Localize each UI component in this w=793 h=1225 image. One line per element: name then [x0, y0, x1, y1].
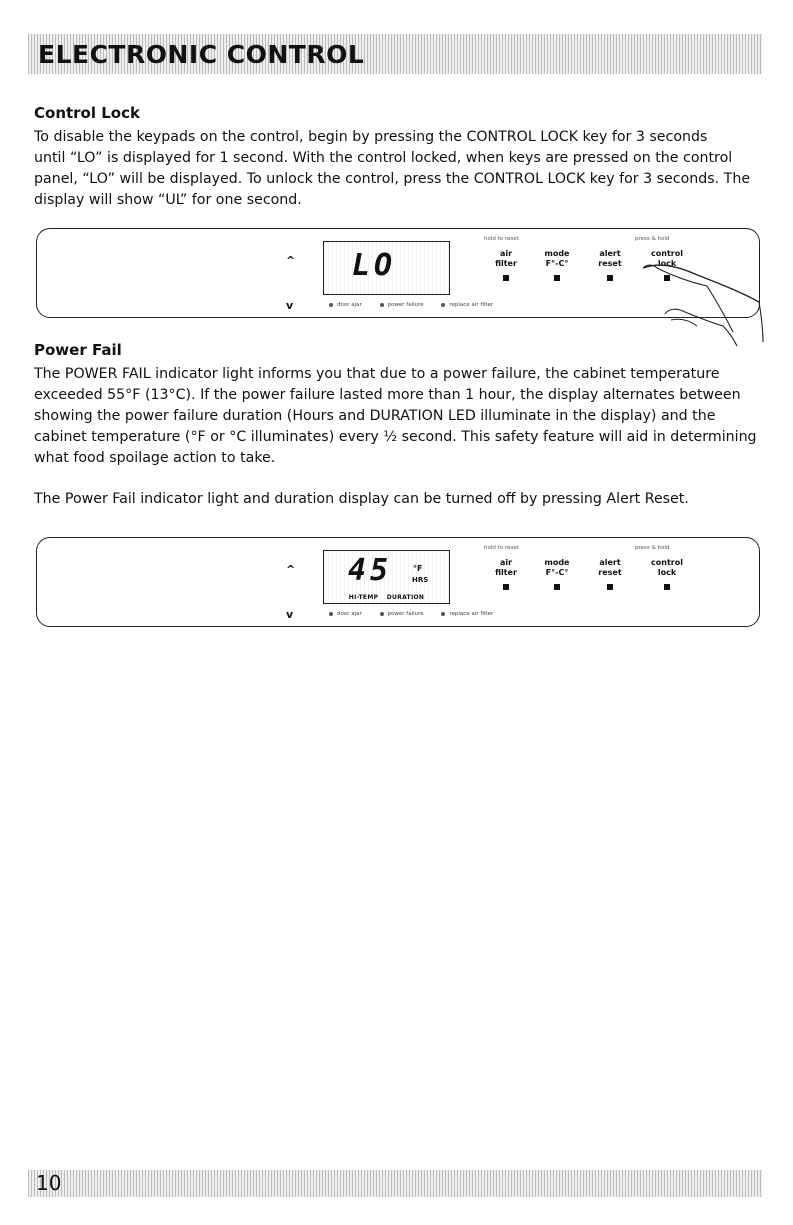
indicator-label: replace air filter: [449, 611, 494, 617]
text-line: panel, “LO” will be displayed. To unlock the control, press the CONTROL LOCK key for 3 seconds. The: [34, 171, 751, 187]
key-label: reset: [598, 259, 622, 268]
power-fail-paragraph-2: The Power Fail indicator light and duration display can be turned off by pressing Alert Reset.: [34, 491, 689, 507]
footer-bar: [28, 1170, 762, 1197]
text-line: display will show “UL” for one second.: [34, 192, 302, 208]
text-line: exceeded 55°F (13°C). If the power failure lasted more than 1 hour, the display alternates between: [34, 387, 741, 403]
up-arrow-icon[interactable]: ^: [286, 254, 296, 267]
key-button-square[interactable]: [503, 275, 509, 281]
page-number: 10: [36, 1171, 62, 1195]
indicator-lights: [329, 611, 509, 617]
indicator-dot-icon: [441, 303, 445, 307]
key-label: air: [499, 249, 513, 258]
replace-air-filter-indicator: [441, 302, 493, 308]
key-label: reset: [598, 568, 622, 577]
indicator-dot-icon: [329, 612, 333, 616]
hours-unit: HRS: [412, 576, 429, 584]
key-label: control: [651, 558, 683, 567]
door-ajar-indicator: [329, 302, 362, 308]
key-label: lock: [657, 568, 677, 577]
page-title: ELECTRONIC CONTROL: [38, 40, 365, 69]
text-line: To disable the keypads on the control, begin by pressing the CONTROL LOCK key for 3 seconds: [34, 129, 708, 145]
key-label: lock: [657, 259, 677, 268]
fahrenheit-unit: °F: [413, 564, 423, 573]
down-arrow-icon[interactable]: v: [286, 299, 294, 312]
press-and-hold-hint: press & hold: [635, 236, 670, 242]
duration-label: DURATION: [386, 594, 425, 601]
text-line: showing the power failure duration (Hours and DURATION LED illuminate in the display) and the: [34, 408, 716, 424]
pointing-hand-icon: [637, 242, 765, 350]
text-line: until “LO” is displayed for 1 second. With the control locked, when keys are pressed on the control: [34, 150, 733, 166]
key-label: alert: [599, 249, 621, 258]
display-readout: LO: [352, 248, 397, 283]
power-fail-heading: Power Fail: [34, 341, 122, 359]
hi-temp-label: HI-TEMP: [348, 594, 379, 601]
key-label: F°-C°: [545, 568, 569, 577]
key-label: air: [499, 558, 513, 567]
control-panel-lo: [36, 228, 760, 318]
control-lock-heading: Control Lock: [34, 104, 140, 122]
text-line: The POWER FAIL indicator light informs you that due to a power failure, the cabinet temperature: [34, 366, 720, 382]
indicator-label: power failure: [387, 302, 424, 308]
up-arrow-icon[interactable]: ^: [286, 563, 296, 576]
control-lock-paragraph: [34, 127, 759, 211]
key-button-square[interactable]: [554, 275, 560, 281]
display-screen: [323, 550, 450, 604]
mode-key[interactable]: [527, 249, 587, 281]
key-button-square[interactable]: [554, 584, 560, 590]
press-and-hold-hint: press & hold: [635, 545, 670, 551]
mode-key[interactable]: [527, 558, 587, 590]
display-labels: [324, 594, 449, 601]
key-button-square[interactable]: [607, 275, 613, 281]
hold-to-reset-hint: hold to reset: [484, 545, 519, 551]
key-button-square[interactable]: [503, 584, 509, 590]
key-label: alert: [599, 558, 621, 567]
key-label: mode: [544, 558, 570, 567]
indicator-lights: [329, 302, 509, 308]
text-line: cabinet temperature (°F or °C illuminates) every ½ second. This safety feature will aid in determining: [34, 429, 757, 445]
power-fail-paragraph: [34, 364, 759, 469]
indicator-dot-icon: [380, 303, 384, 307]
power-failure-indicator: [380, 611, 424, 617]
key-button-square[interactable]: [664, 584, 670, 590]
key-label: F°-C°: [545, 259, 569, 268]
key-button-square[interactable]: [607, 584, 613, 590]
indicator-dot-icon: [441, 612, 445, 616]
indicator-label: door ajar: [337, 302, 362, 308]
indicator-dot-icon: [380, 612, 384, 616]
door-ajar-indicator: [329, 611, 362, 617]
alert-reset-key[interactable]: [580, 558, 640, 590]
display-readout: 45: [348, 553, 393, 588]
indicator-dot-icon: [329, 303, 333, 307]
indicator-label: power failure: [387, 611, 424, 617]
replace-air-filter-indicator: [441, 611, 493, 617]
text-line: what food spoilage action to take.: [34, 450, 276, 466]
control-panel-power-fail: [36, 537, 760, 627]
power-failure-indicator: [380, 302, 424, 308]
key-label: control: [651, 249, 683, 258]
control-lock-key[interactable]: [637, 558, 697, 590]
hold-to-reset-hint: hold to reset: [484, 236, 519, 242]
alert-reset-key[interactable]: [580, 249, 640, 281]
display-screen: [323, 241, 450, 295]
header-bar: [28, 34, 762, 74]
down-arrow-icon[interactable]: v: [286, 608, 294, 621]
indicator-label: door ajar: [337, 611, 362, 617]
key-label: mode: [544, 249, 570, 258]
key-label: filter: [495, 568, 517, 577]
indicator-label: replace air filter: [449, 302, 494, 308]
key-label: filter: [495, 259, 517, 268]
